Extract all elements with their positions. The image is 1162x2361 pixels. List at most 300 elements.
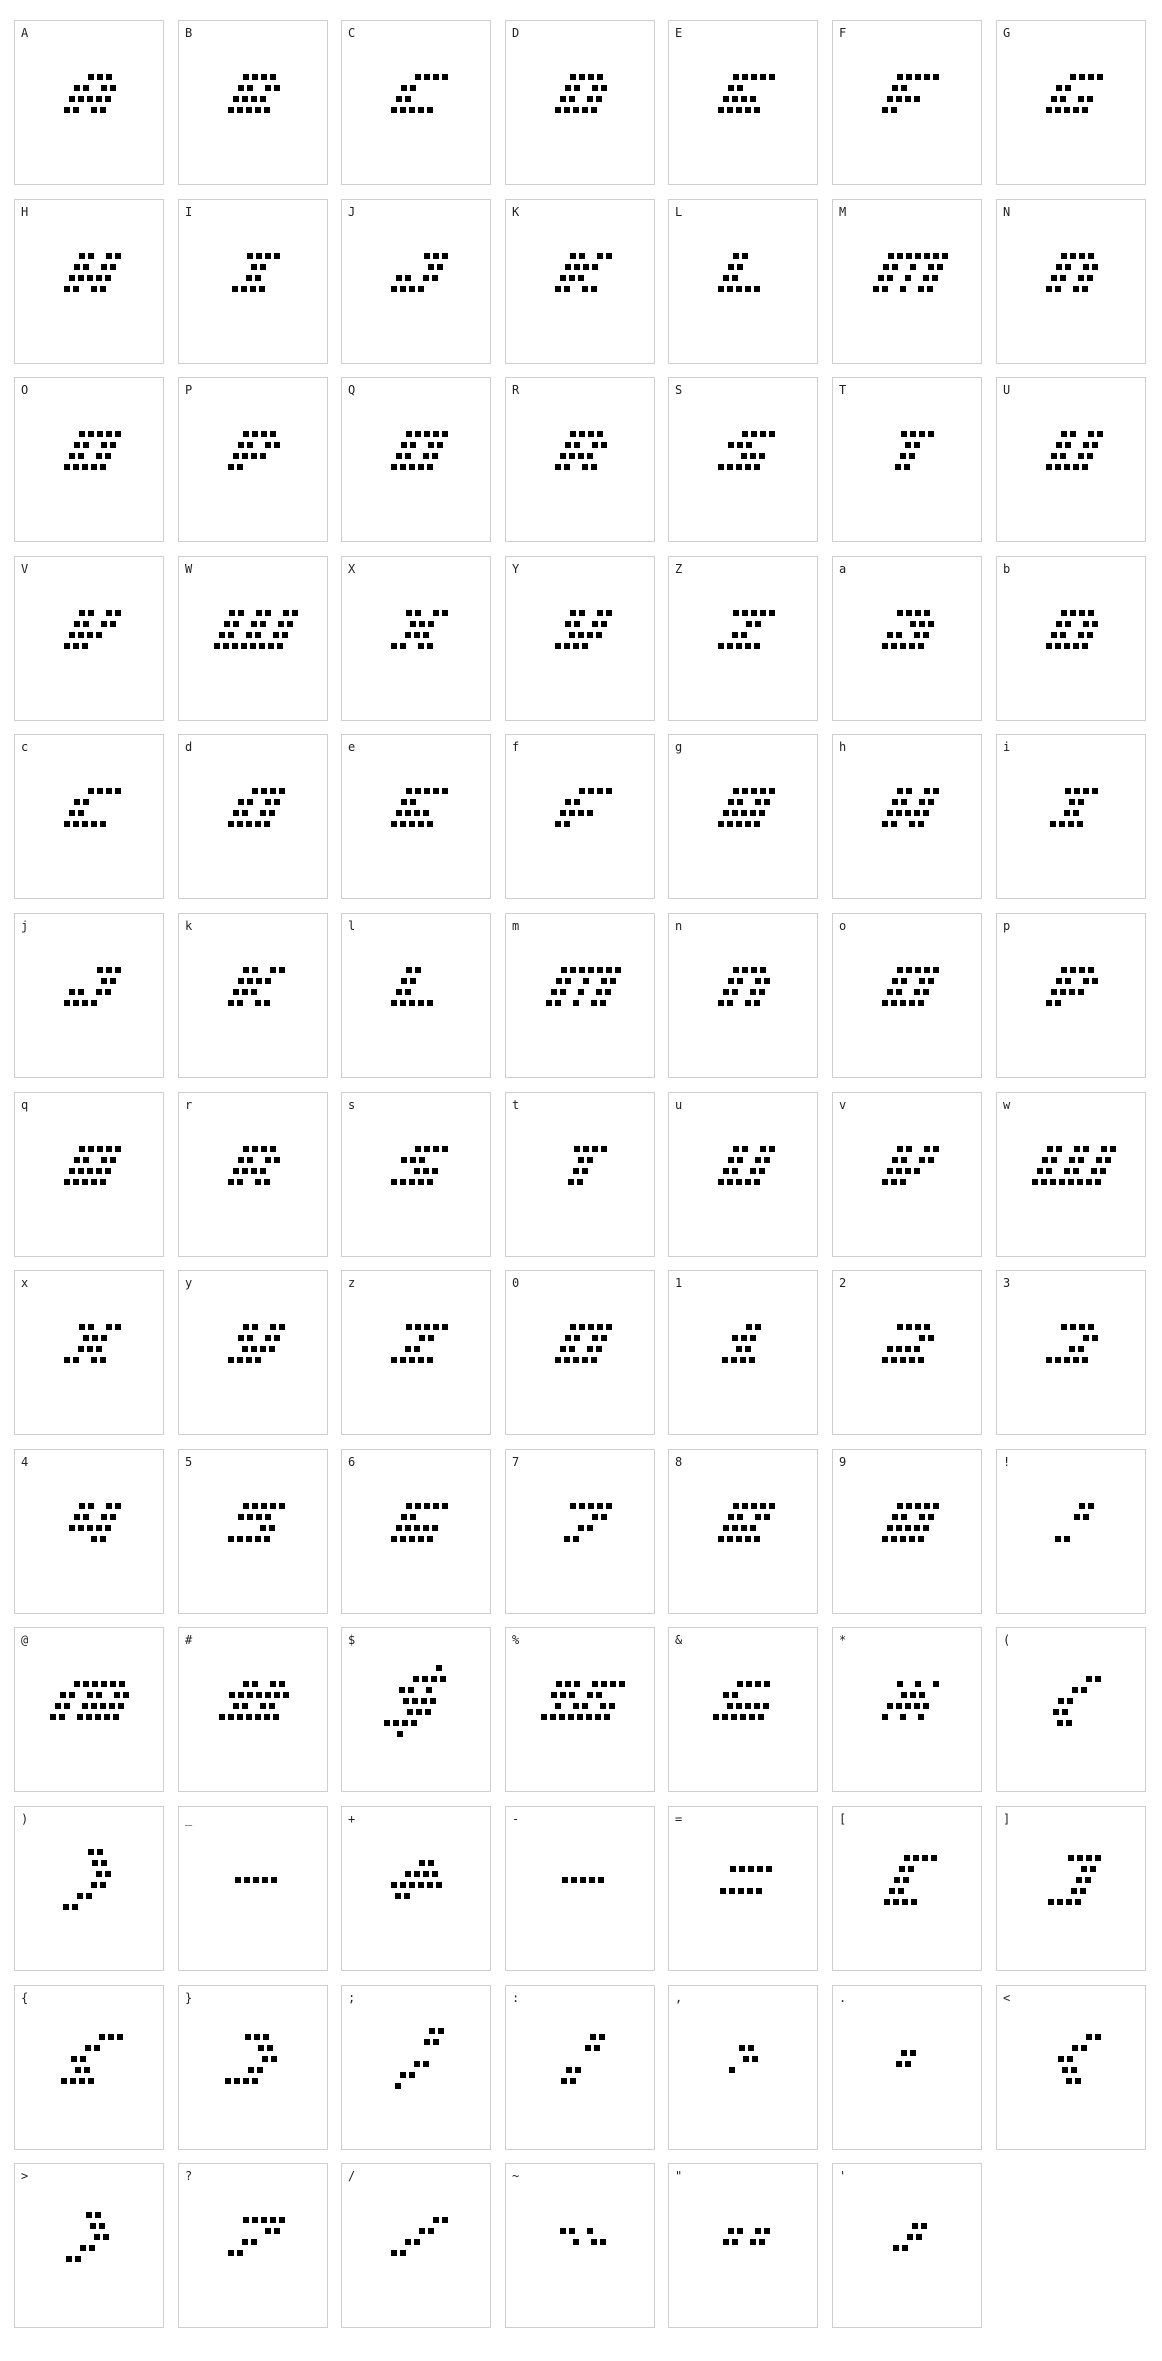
glyph-dot <box>442 431 448 437</box>
glyph-dot <box>91 1536 97 1542</box>
glyph-dot <box>1056 978 1062 984</box>
glyph-dot <box>88 610 94 616</box>
glyph-dot <box>424 1503 430 1509</box>
glyph-dot <box>265 442 271 448</box>
glyph-cell <box>668 1985 818 2150</box>
glyph-dot <box>105 989 111 995</box>
glyph-dot <box>555 1357 561 1363</box>
glyph-dot <box>64 107 70 113</box>
glyph-dot <box>1053 1709 1059 1715</box>
glyph-dot <box>391 1179 397 1185</box>
dot-glyph <box>669 735 819 900</box>
glyph-dot <box>83 1157 89 1163</box>
glyph-dot <box>423 632 429 638</box>
glyph-label: 1 <box>675 1276 683 1290</box>
glyph-dot <box>242 2239 248 2245</box>
glyph-dot <box>440 1676 446 1682</box>
glyph-dot <box>400 643 406 649</box>
glyph-cell <box>505 377 655 542</box>
glyph-dot <box>901 799 907 805</box>
glyph-dot <box>1078 989 1084 995</box>
glyph-dot <box>64 643 70 649</box>
glyph-dot <box>754 1703 760 1709</box>
glyph-dot <box>428 1335 434 1341</box>
glyph-dot <box>597 788 603 794</box>
glyph-dot <box>887 810 893 816</box>
glyph-dot <box>1087 632 1093 638</box>
dot-glyph <box>342 1093 492 1258</box>
glyph-dot <box>64 464 70 470</box>
glyph-dot <box>260 453 266 459</box>
glyph-dot <box>260 264 266 270</box>
dot-glyph <box>15 2164 165 2329</box>
glyph-dot <box>578 1157 584 1163</box>
glyph-dot <box>592 442 598 448</box>
glyph-dot <box>569 1692 575 1698</box>
glyph-dot <box>426 1687 432 1693</box>
glyph-dot <box>905 96 911 102</box>
glyph-dot <box>414 2239 420 2245</box>
glyph-dot <box>237 2250 243 2256</box>
glyph-dot <box>247 799 253 805</box>
glyph-dot <box>754 1179 760 1185</box>
glyph-dot <box>427 1357 433 1363</box>
glyph-dot <box>436 1665 442 1671</box>
glyph-dot <box>1067 2056 1073 2062</box>
glyph-dot <box>384 1720 390 1726</box>
glyph-dot <box>243 2078 249 2084</box>
glyph-dot <box>1070 431 1076 437</box>
glyph-dot <box>260 1168 266 1174</box>
glyph-dot <box>255 1000 261 1006</box>
glyph-dot <box>759 2239 765 2245</box>
glyph-label: D <box>512 26 520 40</box>
dot-glyph <box>833 2164 983 2329</box>
glyph-dot <box>769 74 775 80</box>
glyph-dot <box>578 810 584 816</box>
glyph-dot <box>746 1324 752 1330</box>
glyph-dot <box>232 286 238 292</box>
glyph-dot <box>1061 253 1067 259</box>
glyph-dot <box>110 621 116 627</box>
glyph-dot <box>592 621 598 627</box>
glyph-dot <box>105 275 111 281</box>
dot-glyph <box>506 914 656 1079</box>
dot-glyph <box>833 914 983 1079</box>
glyph-dot <box>277 643 283 649</box>
glyph-dot <box>565 1335 571 1341</box>
glyph-dot <box>566 2067 572 2073</box>
glyph-cell <box>178 1270 328 1435</box>
glyph-cell <box>505 734 655 899</box>
glyph-cell <box>178 913 328 1078</box>
glyph-dot <box>916 2234 922 2240</box>
glyph-dot <box>745 1536 751 1542</box>
glyph-label: O <box>21 383 29 397</box>
glyph-dot <box>1095 1179 1101 1185</box>
glyph-dot <box>728 978 734 984</box>
glyph-dot <box>723 989 729 995</box>
glyph-cell <box>505 1092 655 1257</box>
glyph-dot <box>242 989 248 995</box>
glyph-cell <box>996 734 1146 899</box>
glyph-dot <box>72 1904 78 1910</box>
glyph-dot <box>914 1168 920 1174</box>
glyph-dot <box>733 1146 739 1152</box>
glyph-dot <box>427 821 433 827</box>
glyph-label: B <box>185 26 193 40</box>
glyph-dot <box>419 621 425 627</box>
glyph-dot <box>119 1681 125 1687</box>
glyph-dot <box>95 2212 101 2218</box>
dot-glyph <box>342 914 492 1079</box>
glyph-dot <box>1050 821 1056 827</box>
glyph-dot <box>1070 610 1076 616</box>
glyph-dot <box>1064 107 1070 113</box>
glyph-dot <box>747 1888 753 1894</box>
glyph-dot <box>88 1146 94 1152</box>
glyph-dot <box>1088 610 1094 616</box>
glyph-dot <box>264 1179 270 1185</box>
glyph-dot <box>578 632 584 638</box>
glyph-dot <box>918 1357 924 1363</box>
glyph-dot <box>237 107 243 113</box>
glyph-dot <box>110 1681 116 1687</box>
glyph-dot <box>541 1714 547 1720</box>
glyph-dot <box>252 1681 258 1687</box>
glyph-dot <box>237 821 243 827</box>
glyph-dot <box>228 1714 234 1720</box>
glyph-dot <box>915 1324 921 1330</box>
glyph-dot <box>892 1514 898 1520</box>
glyph-dot <box>742 431 748 437</box>
glyph-dot <box>406 788 412 794</box>
glyph-dot <box>410 1514 416 1520</box>
glyph-dot <box>565 799 571 805</box>
glyph-dot <box>914 1346 920 1352</box>
glyph-label: q <box>21 1098 29 1112</box>
glyph-dot <box>759 989 765 995</box>
glyph-label: e <box>348 740 356 754</box>
glyph-label: < <box>1003 1991 1011 2005</box>
glyph-dot <box>746 442 752 448</box>
glyph-label: b <box>1003 562 1011 576</box>
glyph-dot <box>892 85 898 91</box>
glyph-dot <box>101 1681 107 1687</box>
dot-glyph <box>179 1986 329 2151</box>
glyph-dot <box>270 1324 276 1330</box>
dot-glyph <box>669 1628 819 1793</box>
glyph-dot <box>1051 275 1057 281</box>
glyph-dot <box>909 453 915 459</box>
glyph-dot <box>915 74 921 80</box>
glyph-label: M <box>839 205 847 219</box>
glyph-dot <box>432 275 438 281</box>
glyph-dot <box>905 1168 911 1174</box>
glyph-dot <box>55 1703 61 1709</box>
glyph-dot <box>588 1324 594 1330</box>
glyph-dot <box>292 610 298 616</box>
glyph-dot <box>82 1703 88 1709</box>
glyph-dot <box>410 442 416 448</box>
glyph-dot <box>87 1692 93 1698</box>
glyph-label: x <box>21 1276 29 1290</box>
glyph-dot <box>414 2061 420 2067</box>
glyph-cell <box>668 1270 818 1435</box>
glyph-dot <box>750 2239 756 2245</box>
glyph-dot <box>592 264 598 270</box>
glyph-label: i <box>1003 740 1011 754</box>
glyph-dot <box>83 264 89 270</box>
glyph-label: P <box>185 383 193 397</box>
glyph-dot <box>905 810 911 816</box>
glyph-dot <box>97 1146 103 1152</box>
glyph-dot <box>424 2039 430 2045</box>
glyph-dot <box>418 286 424 292</box>
glyph-dot <box>769 431 775 437</box>
glyph-dot <box>904 464 910 470</box>
glyph-dot <box>901 1157 907 1163</box>
glyph-label: h <box>839 740 847 754</box>
glyph-dot <box>101 1514 107 1520</box>
glyph-dot <box>1083 1146 1089 1152</box>
glyph-dot <box>1050 1179 1056 1185</box>
glyph-dot <box>115 431 121 437</box>
glyph-label: A <box>21 26 29 40</box>
glyph-dot <box>933 1503 939 1509</box>
glyph-dot <box>95 1714 101 1720</box>
dot-glyph <box>669 1093 819 1258</box>
glyph-dot <box>73 464 79 470</box>
glyph-dot <box>91 1357 97 1363</box>
glyph-dot <box>928 978 934 984</box>
glyph-dot <box>760 788 766 794</box>
glyph-dot <box>732 2239 738 2245</box>
glyph-dot <box>914 810 920 816</box>
glyph-dot <box>265 2228 271 2234</box>
glyph-dot <box>270 1681 276 1687</box>
glyph-dot <box>405 810 411 816</box>
glyph-dot <box>414 810 420 816</box>
glyph-dot <box>933 1146 939 1152</box>
glyph-cell <box>505 1449 655 1614</box>
glyph-dot <box>427 107 433 113</box>
glyph-dot <box>769 1146 775 1152</box>
glyph-dot <box>1077 1179 1083 1185</box>
dot-glyph <box>179 1807 329 1972</box>
glyph-dot <box>442 2217 448 2223</box>
glyph-dot <box>580 1877 586 1883</box>
glyph-dot <box>579 610 585 616</box>
glyph-dot <box>1058 1698 1064 1704</box>
glyph-dot <box>405 1525 411 1531</box>
glyph-dot <box>87 1346 93 1352</box>
glyph-dot <box>718 1000 724 1006</box>
glyph-dot <box>896 2061 902 2067</box>
glyph-dot <box>723 1692 729 1698</box>
glyph-dot <box>555 643 561 649</box>
glyph-dot <box>582 1168 588 1174</box>
glyph-label: T <box>839 383 847 397</box>
dot-glyph <box>342 200 492 365</box>
glyph-dot <box>574 1146 580 1152</box>
dot-glyph <box>15 200 165 365</box>
glyph-dot <box>225 2078 231 2084</box>
glyph-dot <box>754 643 760 649</box>
glyph-dot <box>902 1899 908 1905</box>
glyph-label: 8 <box>675 1455 683 1469</box>
glyph-dot <box>1092 621 1098 627</box>
glyph-dot <box>897 610 903 616</box>
glyph-dot <box>562 1877 568 1883</box>
glyph-dot <box>265 85 271 91</box>
glyph-dot <box>906 1503 912 1509</box>
glyph-dot <box>564 464 570 470</box>
glyph-dot <box>391 1357 397 1363</box>
glyph-dot <box>731 1714 737 1720</box>
glyph-dot <box>882 1000 888 1006</box>
glyph-cell <box>996 1449 1146 1614</box>
glyph-dot <box>597 253 603 259</box>
glyph-dot <box>597 610 603 616</box>
glyph-dot <box>238 85 244 91</box>
glyph-dot <box>264 1536 270 1542</box>
glyph-dot <box>400 1882 406 1888</box>
glyph-dot <box>432 1871 438 1877</box>
glyph-dot <box>73 286 79 292</box>
glyph-dot <box>592 1335 598 1341</box>
glyph-dot <box>909 643 915 649</box>
glyph-dot <box>910 1692 916 1698</box>
glyph-dot <box>1079 967 1085 973</box>
glyph-dot <box>433 74 439 80</box>
glyph-dot <box>238 1335 244 1341</box>
glyph-dot <box>754 107 760 113</box>
glyph-cell <box>341 1627 491 1792</box>
glyph-dot <box>238 610 244 616</box>
glyph-dot <box>427 643 433 649</box>
dot-glyph <box>669 378 819 543</box>
glyph-dot <box>570 74 576 80</box>
glyph-dot <box>1062 1709 1068 1715</box>
dot-glyph <box>833 1628 983 1793</box>
glyph-dot <box>1095 2034 1101 2040</box>
glyph-dot <box>887 1168 893 1174</box>
glyph-cell <box>14 2163 164 2328</box>
glyph-dot <box>123 1692 129 1698</box>
glyph-dot <box>582 286 588 292</box>
glyph-dot <box>750 96 756 102</box>
glyph-cell <box>341 20 491 185</box>
glyph-label: 3 <box>1003 1276 1011 1290</box>
glyph-dot <box>396 1525 402 1531</box>
glyph-dot <box>270 74 276 80</box>
glyph-cell <box>505 556 655 721</box>
glyph-dot <box>1097 74 1103 80</box>
glyph-label: L <box>675 205 683 219</box>
dot-glyph <box>833 378 983 543</box>
glyph-dot <box>582 464 588 470</box>
glyph-dot <box>737 2228 743 2234</box>
glyph-dot <box>424 253 430 259</box>
glyph-dot <box>405 632 411 638</box>
glyph-dot <box>745 821 751 827</box>
glyph-dot <box>582 643 588 649</box>
glyph-dot <box>914 1525 920 1531</box>
glyph-dot <box>279 1681 285 1687</box>
glyph-dot <box>723 1525 729 1531</box>
dot-glyph <box>342 557 492 722</box>
dot-glyph <box>179 200 329 365</box>
glyph-dot <box>914 96 920 102</box>
glyph-dot <box>736 1346 742 1352</box>
glyph-dot <box>1070 74 1076 80</box>
glyph-dot <box>246 821 252 827</box>
glyph-dot <box>101 621 107 627</box>
glyph-dot <box>882 107 888 113</box>
glyph-dot <box>260 810 266 816</box>
glyph-label: 9 <box>839 1455 847 1469</box>
glyph-dot <box>574 1681 580 1687</box>
glyph-cell <box>14 1449 164 1614</box>
glyph-cell <box>341 1270 491 1435</box>
glyph-dot <box>922 1855 928 1861</box>
dot-glyph <box>997 735 1147 900</box>
glyph-dot <box>400 1000 406 1006</box>
glyph-dot <box>884 1899 890 1905</box>
glyph-dot <box>597 74 603 80</box>
glyph-dot <box>574 85 580 91</box>
glyph-dot <box>246 1714 252 1720</box>
glyph-dot <box>897 1503 903 1509</box>
glyph-dot <box>915 253 921 259</box>
glyph-dot <box>588 967 594 973</box>
glyph-dot <box>565 1681 571 1687</box>
dot-glyph <box>15 378 165 543</box>
glyph-dot <box>1064 1168 1070 1174</box>
glyph-dot <box>573 107 579 113</box>
glyph-dot <box>1061 967 1067 973</box>
glyph-dot <box>1088 253 1094 259</box>
glyph-dot <box>924 1324 930 1330</box>
glyph-dot <box>546 1000 552 1006</box>
glyph-dot <box>256 978 262 984</box>
glyph-dot <box>928 799 934 805</box>
glyph-dot <box>592 85 598 91</box>
glyph-dot <box>238 442 244 448</box>
glyph-dot <box>262 1877 268 1883</box>
glyph-dot <box>237 1357 243 1363</box>
glyph-dot <box>764 1681 770 1687</box>
glyph-dot <box>86 2212 92 2218</box>
glyph-dot <box>918 821 924 827</box>
glyph-dot <box>228 632 234 638</box>
glyph-dot <box>587 1525 593 1531</box>
glyph-dot <box>729 1888 735 1894</box>
glyph-dot <box>105 96 111 102</box>
glyph-dot <box>405 1346 411 1352</box>
glyph-dot <box>409 1882 415 1888</box>
glyph-dot <box>748 2045 754 2051</box>
glyph-dot <box>250 643 256 649</box>
glyph-dot <box>274 1157 280 1163</box>
glyph-dot <box>233 1703 239 1709</box>
glyph-dot <box>101 264 107 270</box>
glyph-dot <box>933 788 939 794</box>
dot-glyph <box>179 1093 329 1258</box>
glyph-dot <box>736 1536 742 1542</box>
glyph-dot <box>117 2034 123 2040</box>
